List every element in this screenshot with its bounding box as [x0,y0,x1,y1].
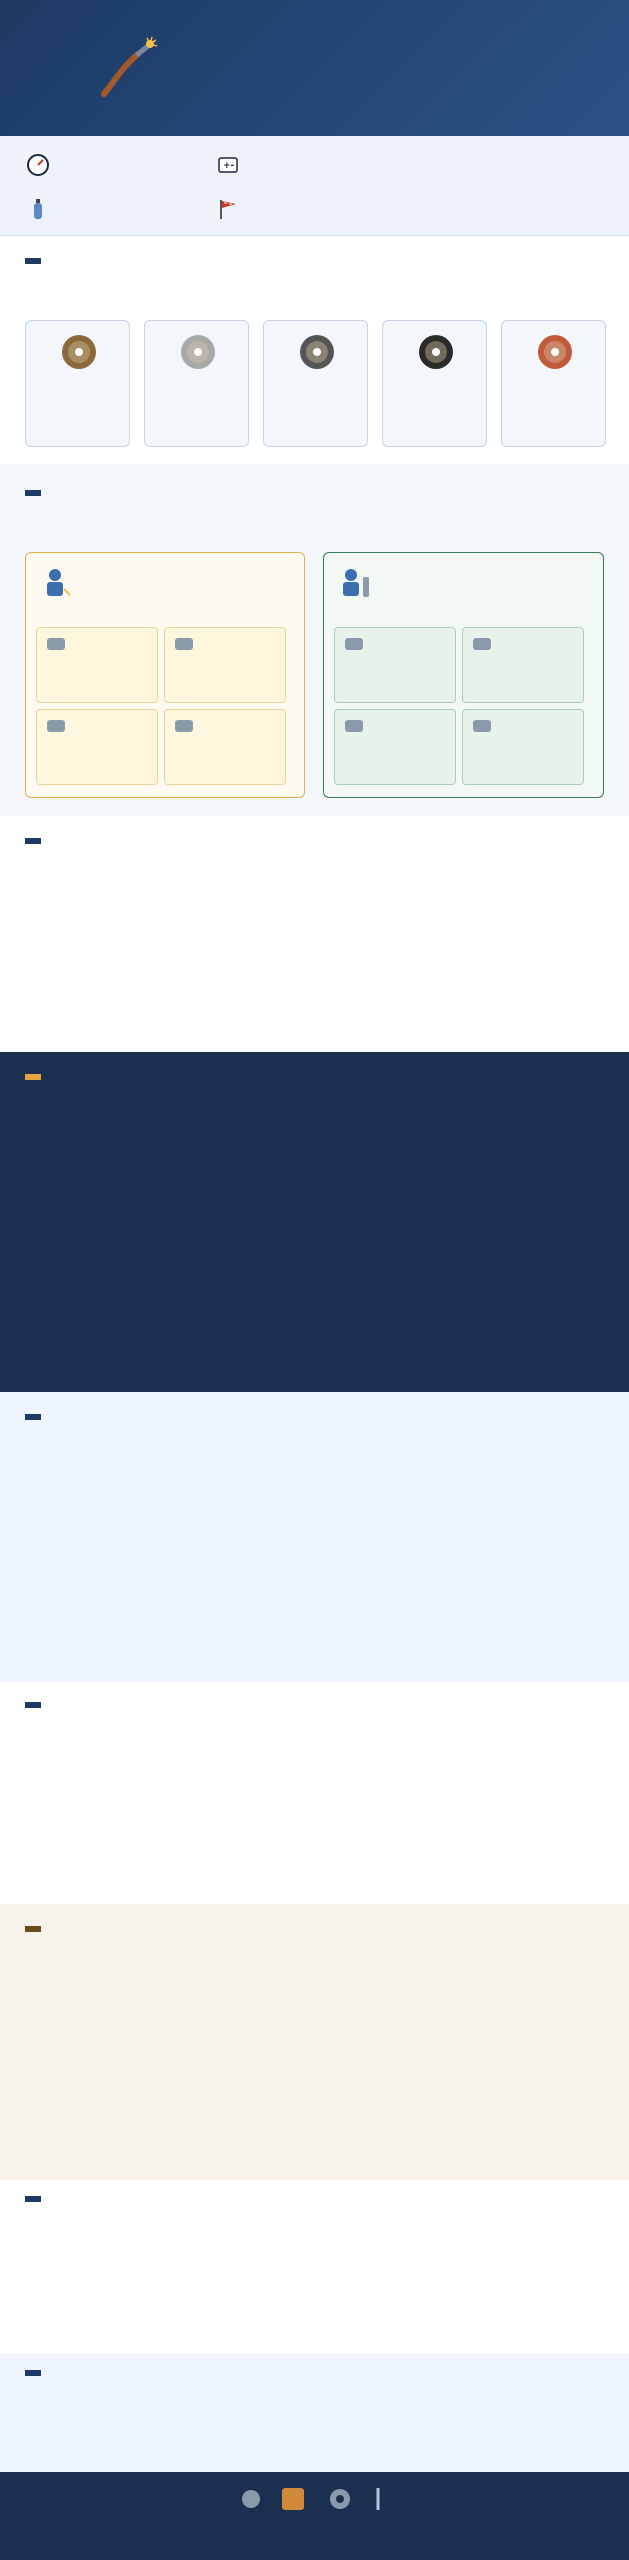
polarity-icon [45,634,67,658]
welder-icon [40,567,70,601]
wire-card [263,320,368,447]
wind-icon [173,634,195,658]
gas-cylinder-icon [25,196,51,222]
wire-spool-icon [58,331,100,377]
section-metal-thickness [0,1682,629,1904]
section-master-grid [0,1052,629,1392]
wire-card [501,320,606,447]
wind-icon [471,634,493,658]
wire-spool-icon [177,331,219,377]
fcaw-s-panel [25,552,305,798]
feature-box [36,709,158,785]
slag-icon [173,716,195,740]
svg-text:+-: +- [223,161,235,171]
feature-box [164,709,286,785]
section-voltage-wfs [0,816,629,1052]
section-fcaw-comparison [0,464,629,816]
section-tag [25,2370,41,2376]
feature-box [462,709,584,785]
section-quick-tips [0,2354,629,2472]
fcaw-g-panel [323,552,604,798]
wire-card [144,320,249,447]
feature-box [334,627,456,703]
section-tag [25,2196,41,2202]
page-footer [0,2472,629,2560]
section-technique [0,1904,629,2180]
legend-item [25,196,59,222]
wire-spool-icon [343,716,365,740]
polarity-icon [343,634,365,658]
legend-item [215,196,249,222]
wind-flag-icon [215,196,241,222]
feature-box [462,627,584,703]
section-tag [25,838,41,844]
welder-gas-icon [338,567,372,601]
section-tag [25,1414,41,1420]
section-tag [25,490,41,496]
feature-box [164,627,286,703]
wire-card [382,320,487,447]
legend-bar [0,136,629,236]
page-header [0,0,629,136]
welding-torch-icon [98,36,158,102]
section-tag [25,1074,41,1080]
section-shielding-gas [0,1392,629,1682]
polarity-icon [215,152,241,178]
legend-item [215,152,249,178]
wire-spool-icon [296,331,338,377]
wire-spool-icon [415,331,457,377]
wire-spool-icon [534,331,576,377]
slag-icon [471,716,493,740]
section-tag [25,1702,41,1708]
legend-item [25,152,59,178]
feature-box [36,627,158,703]
feature-box [334,709,456,785]
section-tag [25,1926,41,1932]
section-wire-diameter [0,236,629,464]
footer-tool-icons [238,2484,398,2512]
wire-card [25,320,130,447]
wire-spool-icon [45,716,67,740]
section-spatter [0,2180,629,2354]
section-tag [25,258,41,264]
gauge-icon [25,152,51,178]
